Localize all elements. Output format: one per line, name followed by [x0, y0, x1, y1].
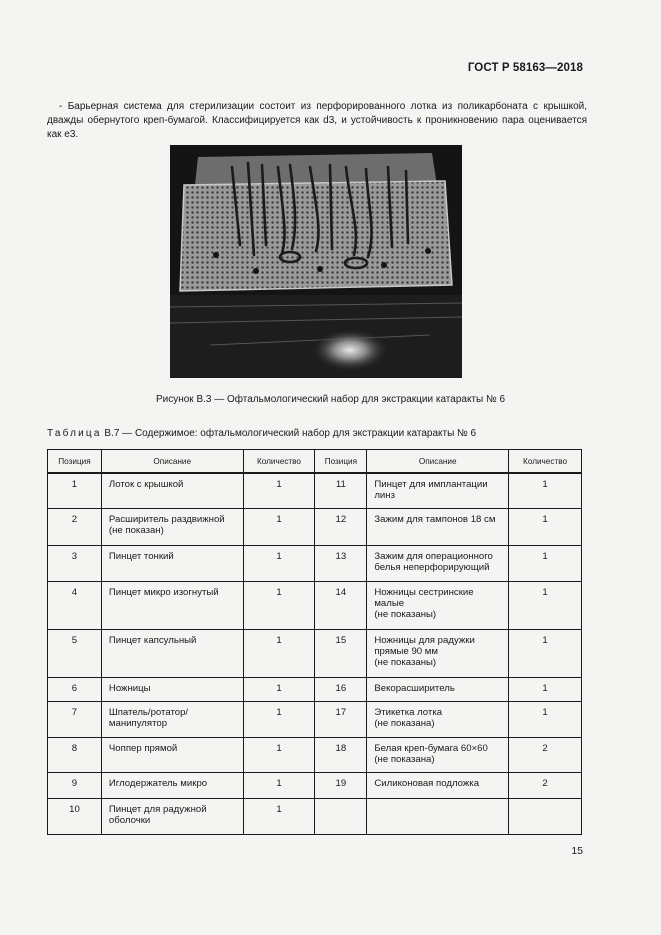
cell-quantity: 1 [243, 545, 315, 581]
table-caption-text: В.7 — Содержимое: офтальмологический набор для экстракции катаракты № 6 [104, 428, 477, 439]
cell-quantity: 1 [509, 629, 582, 677]
cell-position: 11 [315, 473, 367, 508]
cell-position: 18 [315, 737, 367, 772]
cell-quantity: 2 [509, 772, 582, 798]
cell-position: 5 [48, 629, 102, 677]
cell-quantity: 1 [243, 798, 315, 834]
cell-position: 10 [48, 798, 102, 834]
cell-description: Ножницы сестринские малые (не показаны) [367, 581, 509, 629]
cell-quantity: 1 [509, 677, 582, 701]
cell-quantity: 1 [509, 545, 582, 581]
cell-description: Силиконовая подложка [367, 772, 509, 798]
cell-description [367, 798, 509, 834]
cell-description: Иглодержатель микро [101, 772, 243, 798]
intro-paragraph: - Барьерная система для стерилизации состоит из перфорированного лотка из поликарбоната с крышкой, дважды обернутого креп-бумагой. Классифицируется как d3, и устойчивость к проникновению пара оценивается как e3. [47, 101, 587, 140]
cell-description: Шпатель/ротатор/ манипулятор [101, 701, 243, 737]
cell-position [315, 798, 367, 834]
cell-description: Пинцет микро изогнутый [101, 581, 243, 629]
contents-table [47, 449, 582, 835]
table-row [48, 629, 582, 677]
cell-position: 1 [48, 473, 102, 508]
document-code: ГОСТ Р 58163—2018 [467, 62, 583, 74]
cell-quantity: 1 [243, 508, 315, 545]
cell-position: 2 [48, 508, 102, 545]
cell-quantity: 1 [243, 677, 315, 701]
cell-description: Белая креп-бумага 60×60 (не показана) [367, 737, 509, 772]
cell-description: Зажим для операционного белья неперфорирующий [367, 545, 509, 581]
cell-description: Пинцет для радужной оболочки [101, 798, 243, 834]
cell-quantity: 1 [243, 473, 315, 508]
table-row [48, 508, 582, 545]
cell-description: Чоппер прямой [101, 737, 243, 772]
cell-position: 19 [315, 772, 367, 798]
cell-quantity: 1 [243, 701, 315, 737]
cell-position: 7 [48, 701, 102, 737]
cell-quantity [509, 798, 582, 834]
table-row [48, 677, 582, 701]
table-row [48, 701, 582, 737]
cell-position: 14 [315, 581, 367, 629]
cell-description: Лоток с крышкой [101, 473, 243, 508]
table-caption [47, 428, 476, 439]
cell-description: Ножницы для радужки прямые 90 мм (не показаны) [367, 629, 509, 677]
cell-position: 17 [315, 701, 367, 737]
cell-quantity: 1 [243, 581, 315, 629]
cell-quantity: 1 [509, 581, 582, 629]
table-caption-label: Таблица [47, 428, 102, 439]
cell-description: Ножницы [101, 677, 243, 701]
cell-quantity: 2 [509, 737, 582, 772]
cell-description: Расширитель раздвижной (не показан) [101, 508, 243, 545]
cell-description: Векорасширитель [367, 677, 509, 701]
figure-caption: Рисунок В.3 — Офтальмологический набор для экстракции катаракты № 6 [155, 394, 506, 405]
cell-description: Пинцет для имплантации линз [367, 473, 509, 508]
cell-position: 3 [48, 545, 102, 581]
table-row [48, 581, 582, 629]
cell-description: Зажим для тампонов 18 см [367, 508, 509, 545]
table-row [48, 772, 582, 798]
cell-description: Пинцет капсульный [101, 629, 243, 677]
cell-position: 16 [315, 677, 367, 701]
cell-description: Пинцет тонкий [101, 545, 243, 581]
cell-position: 13 [315, 545, 367, 581]
cell-quantity: 1 [243, 737, 315, 772]
table-row [48, 545, 582, 581]
cell-quantity: 1 [509, 473, 582, 508]
cell-quantity: 1 [509, 701, 582, 737]
cell-quantity: 1 [509, 508, 582, 545]
header-quantity-right: Количество [509, 450, 582, 474]
table-row [48, 473, 582, 508]
header-position-left: Позиция [48, 450, 102, 474]
page-number: 15 [571, 845, 583, 857]
cell-description: Этикетка лотка (не показана) [367, 701, 509, 737]
cell-position: 4 [48, 581, 102, 629]
cell-position: 9 [48, 772, 102, 798]
cell-quantity: 1 [243, 629, 315, 677]
cell-quantity: 1 [243, 772, 315, 798]
table-header-row [48, 450, 582, 474]
table-row [48, 798, 582, 834]
cell-position: 12 [315, 508, 367, 545]
cell-position: 15 [315, 629, 367, 677]
header-description-left: Описание [101, 450, 243, 474]
figure-photo [170, 145, 462, 378]
cell-position: 8 [48, 737, 102, 772]
cell-position: 6 [48, 677, 102, 701]
header-description-right: Описание [367, 450, 509, 474]
table-row [48, 737, 582, 772]
header-position-right: Позиция [315, 450, 367, 474]
header-quantity-left: Количество [243, 450, 315, 474]
